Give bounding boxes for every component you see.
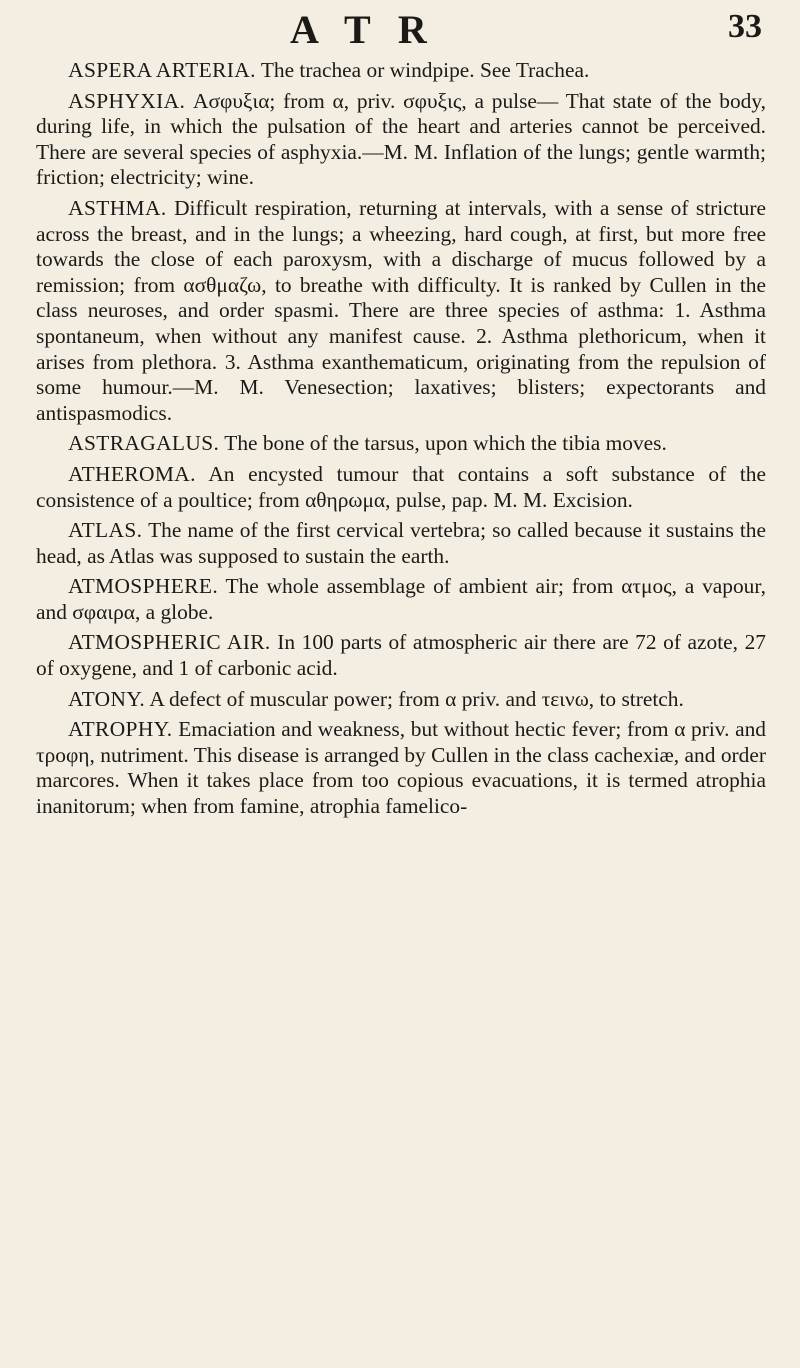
entry-text: Difficult respiration, returning at intervals, with a sense of stricture across the breast, and in the lungs; a wheezing, hard cough, at first, but more free towards the close of each paroxysm, with a discharge of mucus followed by a remission; from ασθμαζω, to breathe with difficulty. It is ranked by Cullen in the class neuroses, and order spasmi. There are three species of asthma: 1. Asthma spontaneum, when without any manifest cause. 2. Asthma plethoricum, when it arises from plethora. 3. Asthma exanthematicum, originating from the repulsion of some humour.—M. M. Venesection; laxatives; blisters; expectorants and antispasmodics. bbox=[36, 195, 766, 425]
entry-text: Emaciation and weakness, but without hectic fever; from α priv. and τροφη, nutriment. This disease is arranged by Cullen in the class cachexiæ, and order marcores. When it takes place from too copious evacuations, it is termed atrophia inanitorum; when from famine, atrophia famelico- bbox=[36, 717, 766, 819]
entry-term: ATONY. bbox=[68, 686, 146, 711]
entry-term: ASTRAGALUS. bbox=[68, 431, 220, 456]
entry-text: The whole assemblage of ambient air; from ατμος, a vapour, and σφαιρα, a globe. bbox=[36, 574, 766, 624]
entry-text: In 100 parts of atmospheric air there are 72 of azote, 27 of oxygene, and 1 of carbonic acid. bbox=[36, 630, 766, 681]
entry-term: ATMOSPHERIC AIR. bbox=[68, 630, 271, 655]
entry-atmospheric-air bbox=[36, 630, 766, 681]
entry-asthma bbox=[36, 196, 766, 426]
entry-term: ASPERA ARTERIA. bbox=[68, 58, 256, 82]
entry-aspera-arteria bbox=[36, 58, 766, 84]
entry-text: An encysted tumour that contains a soft substance of the consistence of a poultice; from αθηρωμα, pulse, pap. M. M. Excision. bbox=[36, 461, 766, 512]
entry-atrophy bbox=[36, 717, 766, 819]
entry-text: Ασφυξια; from α, priv. σφυξις, a pulse— That state of the body, during life, in which the pulsation of the heart and arteries cannot be perceived. There are several species of asphyxia.—M. M. Inflation of the lungs; gentle warmth; friction; electricity; wine. bbox=[36, 88, 766, 190]
entry-asphyxia bbox=[36, 89, 766, 191]
entry-text: The bone of the tarsus, upon which the tibia moves. bbox=[224, 431, 667, 456]
entry-term: ATLAS. bbox=[68, 518, 143, 543]
entry-atheroma bbox=[36, 462, 766, 513]
entry-astragalus bbox=[36, 431, 766, 457]
entry-term: ASTHMA. bbox=[68, 195, 167, 220]
entry-atmosphere bbox=[36, 574, 766, 625]
entry-term: ATMOSPHERE. bbox=[68, 574, 219, 599]
page-number: 33 bbox=[728, 8, 762, 45]
entry-term: ASPHYXIA. bbox=[68, 88, 186, 113]
entry-atony bbox=[36, 687, 766, 713]
entry-text: The name of the first cervical vertebra; so called because it sustains the head, as Atlas was supposed to sustain the earth. bbox=[36, 518, 766, 568]
entry-text: The trachea or windpipe. See Trachea. bbox=[260, 58, 590, 82]
running-head bbox=[0, 6, 800, 58]
entry-term: ATHEROMA. bbox=[68, 461, 196, 486]
running-head-title: A T R bbox=[290, 7, 436, 52]
entry-term: ATROPHY. bbox=[68, 717, 173, 742]
entry-text: A defect of muscular power; from α priv. and τεινω, to stretch. bbox=[149, 686, 684, 711]
entry-atlas bbox=[36, 518, 766, 569]
